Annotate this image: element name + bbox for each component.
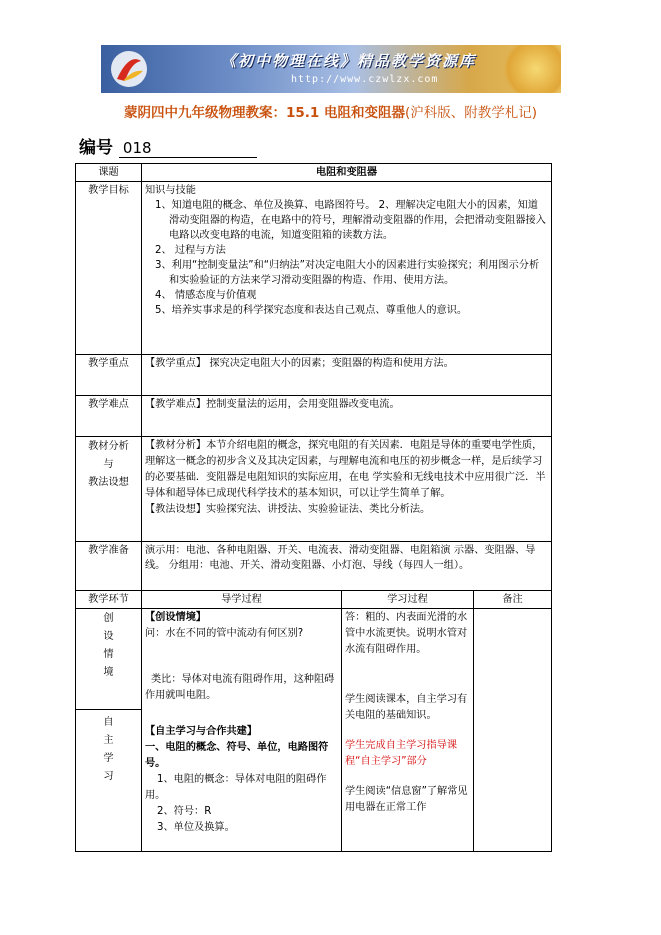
learn-answer: 答：粗的、内表面光滑的水管中水流更快。说明水管对水流有阻碍作用。 bbox=[345, 612, 468, 655]
difficult-label: 教学难点 bbox=[76, 396, 142, 437]
difficult-text: 【教学难点】控制变量法的运用，会用变阻器改变电流。 bbox=[142, 396, 552, 437]
analysis-label-line: 与 bbox=[103, 459, 114, 470]
banner-url[interactable]: http://www.czwlzx.com bbox=[291, 74, 439, 85]
guide-analogy: 类比：导体对电流有阻碍作用，这种阻碍作用就叫电阻。 bbox=[145, 674, 335, 701]
table-row bbox=[76, 182, 552, 355]
goal-heading: 2、 过程与方法 bbox=[155, 245, 226, 256]
analysis-label bbox=[76, 437, 142, 542]
site-logo-icon bbox=[109, 49, 149, 89]
stage-char: 学 bbox=[103, 753, 114, 764]
stage-char: 自 bbox=[103, 717, 114, 728]
head-stage: 教学环节 bbox=[76, 591, 142, 609]
goal-item: 1、知道电阻的概念、单位及换算、电路图符号。 2、理解决定电阻大小的因素，知道滑动变阻器的构造，在电路中的符号，理解滑动变阻器的作用，会把滑动变阻器接入电路以改变电路的电流，知道变阻箱的读数方法。 bbox=[155, 200, 546, 241]
guide-selfstudy-sub: 一、电阻的概念、符号、单位，电路图符号。 bbox=[145, 742, 329, 769]
analysis-label-line: 教材分析 bbox=[88, 441, 129, 452]
document-title-note: (沪科版、附教学札记) bbox=[404, 105, 538, 121]
stage-char: 创 bbox=[103, 613, 114, 624]
topic-label: 课题 bbox=[76, 164, 142, 182]
document-title bbox=[0, 101, 661, 121]
learn-cell bbox=[342, 609, 474, 852]
prep-text: 演示用：电池、各种电阻器、开关、电流表、滑动变阻器、电阻箱演 示器、变阻器、导线。 分组用：电池、开关、滑动变阻器、小灯泡、导线（每四人一组）。 bbox=[142, 542, 552, 591]
goal-item: 5、培养实事求是的科学探究态度和表达自己观点、尊重他人的意识。 bbox=[155, 305, 468, 316]
stage-situation bbox=[76, 609, 142, 710]
goal-item: 3、利用“控制变量法”和“归纳法”对决定电阻大小的因素进行实验探究；利用图示分析和实验验证的方法来学习滑动变阻器的构造、作用、使用方法。 bbox=[155, 260, 540, 286]
goal-heading: 4、 情感态度与价值观 bbox=[155, 290, 257, 301]
analysis-cell bbox=[142, 437, 552, 542]
table-row bbox=[76, 437, 552, 542]
note-cell bbox=[474, 609, 552, 852]
prep-label: 教学准备 bbox=[76, 542, 142, 591]
stage-char: 情 bbox=[103, 649, 114, 660]
head-learn: 学习过程 bbox=[342, 591, 474, 609]
analysis-text: 【教材分析】本节介绍电阻的概念，探究电阻的有关因素．电阻是导体的重要电学性质，理解这一概念的初步含义及其决定因素，与理解电流和电压的初步概念一样，是后续学习的必要基础．变阻器是电阻知识的实际应用，在电 学实验和无线电技术中应用很广泛．半导体和超导体已成现代科学技术的基本知识，可以让学生简单了解。 bbox=[145, 440, 546, 499]
method-text: 【教法设想】实验探究法、讲授法、实验验证法、类比分析法。 bbox=[145, 504, 431, 515]
serial-value: 018 bbox=[119, 139, 257, 158]
table-row bbox=[76, 542, 552, 591]
head-note: 备注 bbox=[474, 591, 552, 609]
serial-label: 编号 bbox=[79, 138, 113, 158]
learn-reading: 学生阅读课本，自主学习有关电阻的基础知识。 bbox=[345, 694, 468, 721]
guide-item: 3、单位及换算。 bbox=[157, 822, 235, 833]
goals-label: 教学目标 bbox=[76, 182, 142, 355]
serial-number bbox=[79, 133, 257, 158]
stage-char: 主 bbox=[103, 735, 114, 746]
table-row bbox=[76, 609, 552, 710]
guide-situation-title: 【创设情境】 bbox=[145, 612, 207, 623]
key-label: 教学重点 bbox=[76, 355, 142, 396]
lesson-plan-table bbox=[75, 163, 552, 852]
guide-item: 2、符号：R bbox=[157, 806, 212, 817]
stage-char: 境 bbox=[103, 667, 114, 678]
guide-cell bbox=[142, 609, 342, 852]
banner-title: 《初中物理在线》精品教学资源库 bbox=[221, 52, 477, 70]
goals-cell bbox=[142, 182, 552, 355]
stage-char: 设 bbox=[103, 631, 114, 642]
learn-info: 学生阅读“信息窗”了解常见用电器在正常工作 bbox=[345, 786, 468, 813]
learn-assignment: 学生完成自主学习指导课程“自主学习”部分 bbox=[345, 740, 458, 767]
stage-char: 习 bbox=[103, 771, 114, 782]
banner-sunflower bbox=[501, 45, 561, 93]
goal-heading: 知识与技能 bbox=[145, 185, 196, 196]
stage-selfstudy bbox=[76, 710, 142, 852]
analysis-label-line: 教法设想 bbox=[88, 477, 129, 488]
table-row bbox=[76, 396, 552, 437]
table-row bbox=[76, 355, 552, 396]
topic-value: 电阻和变阻器 bbox=[142, 164, 552, 182]
guide-item: 1、电阻的概念：导体对电阻的阻碍作用。 bbox=[145, 774, 327, 801]
guide-selfstudy-title: 【自主学习与合作共建】 bbox=[145, 726, 258, 737]
document-title-main: 蒙阴四中九年级物理教案：15.1 电阻和变阻器 bbox=[123, 105, 405, 121]
head-guide: 导学过程 bbox=[142, 591, 342, 609]
guide-question: 问：水在不同的管中流动有何区别? bbox=[145, 628, 304, 639]
key-text: 【教学重点】 探究决定电阻大小的因素；变阻器的构造和使用方法。 bbox=[142, 355, 552, 396]
header-banner bbox=[101, 45, 561, 93]
table-row bbox=[76, 164, 552, 182]
table-header-row bbox=[76, 591, 552, 609]
